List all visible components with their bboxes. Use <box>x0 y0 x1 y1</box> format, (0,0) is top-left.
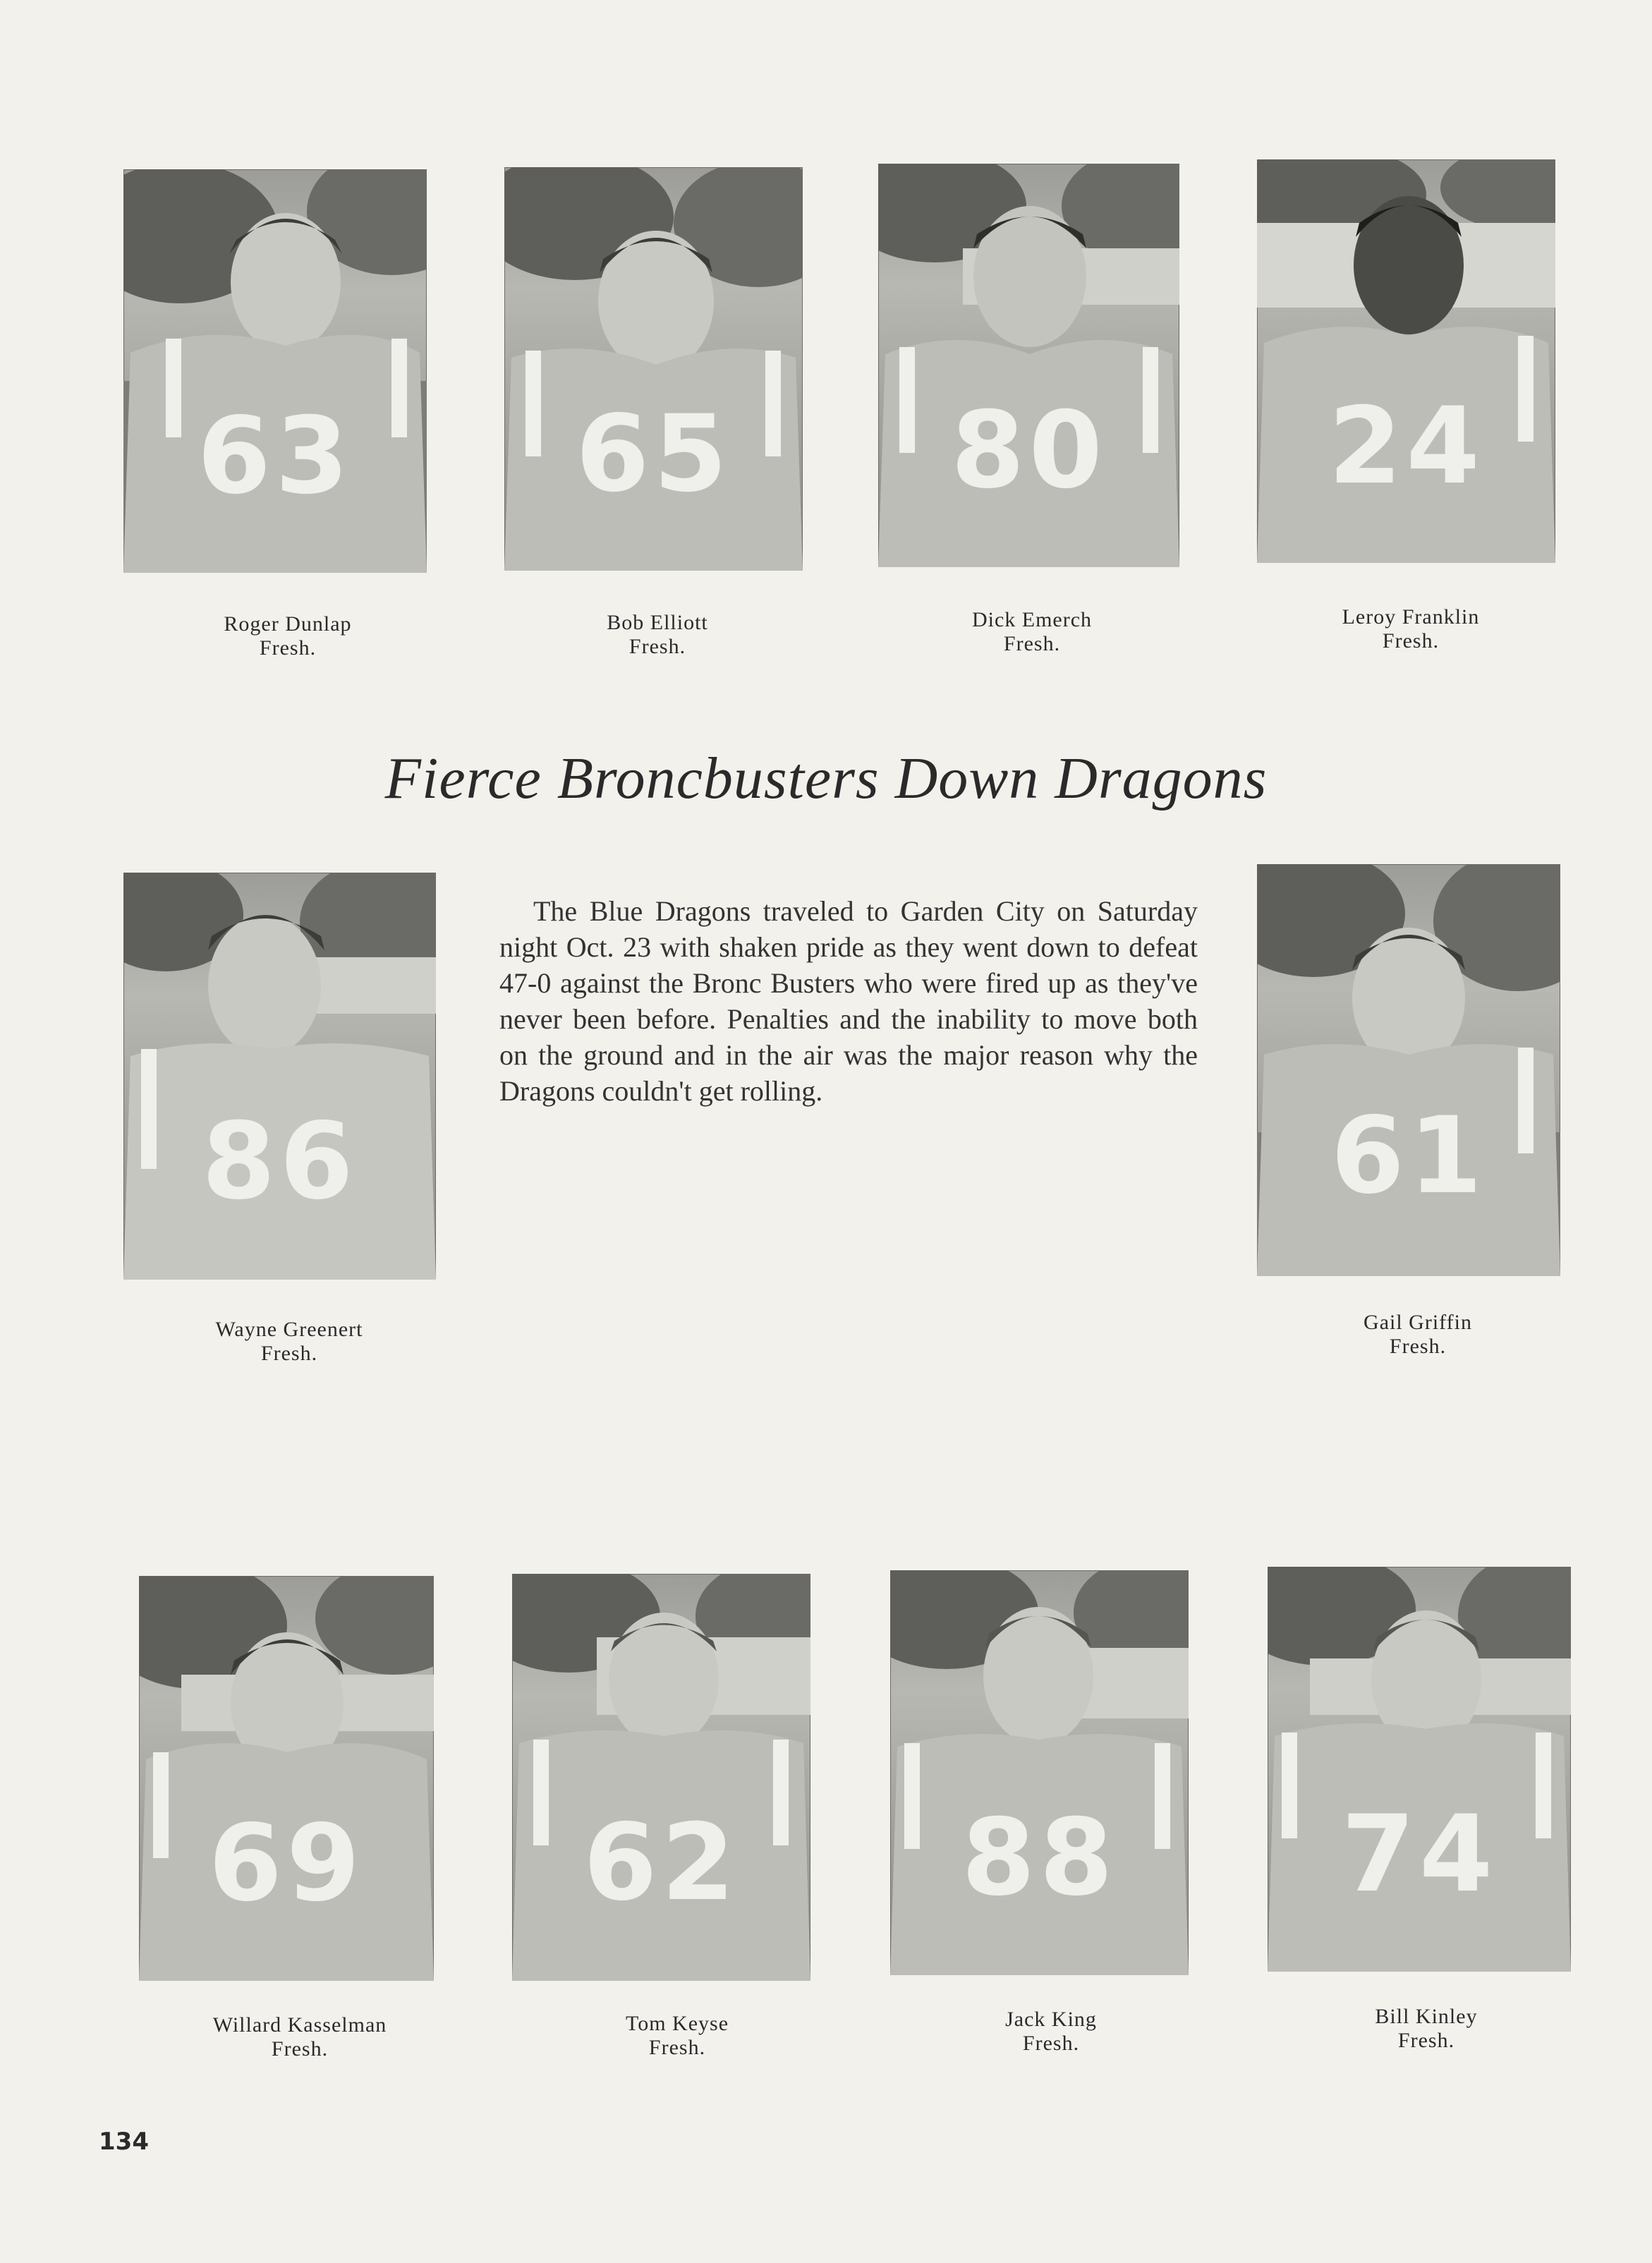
player-class: Fresh. <box>1022 2032 1080 2055</box>
player-caption <box>529 2012 825 2060</box>
player-caption <box>1278 2005 1574 2053</box>
jersey-number: 62 <box>583 1801 739 1924</box>
player-class: Fresh. <box>1382 629 1440 653</box>
player-name: Gail Griffin <box>1363 1311 1472 1334</box>
player-name: Dick Emerch <box>971 608 1093 631</box>
player-photo-elliott <box>504 167 803 571</box>
player-photo-kinley <box>1268 1567 1571 1972</box>
player-caption <box>1263 605 1559 653</box>
article-headline: Fierce Broncbusters Down Dragons <box>384 746 1268 811</box>
jersey-number: 86 <box>202 1100 358 1223</box>
jersey-number: 88 <box>961 1796 1117 1919</box>
jersey-number: 61 <box>1330 1094 1487 1218</box>
article-paragraph: The Blue Dragons traveled to Garden City on Saturday night Oct. 23 with shaken pride as they went down to defeat 47-0 against the Bronc Busters who were fired up as they've never been before. Penalties and the inability to move both on the ground and in the air was the major reason why the Dragons couldn't get rolling. <box>499 895 1198 1107</box>
player-photo-kasselman <box>139 1576 434 1981</box>
jersey-number: 65 <box>576 392 731 516</box>
player-photo-emerch <box>878 164 1179 567</box>
player-photo-franklin <box>1257 159 1555 563</box>
player-class: Fresh. <box>1397 2029 1455 2052</box>
jersey-number: 74 <box>1341 1792 1498 1916</box>
player-photo-greenert <box>123 873 436 1280</box>
jersey-number: 63 <box>197 394 353 518</box>
player-class: Fresh. <box>648 2036 706 2059</box>
player-caption <box>1270 1311 1566 1359</box>
player-photo-dunlap <box>123 169 427 573</box>
player-photo-keyse <box>512 1574 810 1981</box>
article-body <box>499 893 1198 1109</box>
player-name: Roger Dunlap <box>224 612 352 636</box>
player-class: Fresh. <box>1389 1335 1447 1358</box>
player-caption <box>509 611 806 659</box>
player-class: Fresh. <box>271 2037 329 2061</box>
player-caption <box>903 2008 1199 2056</box>
player-class: Fresh. <box>260 1342 318 1365</box>
player-name: Bill Kinley <box>1375 2005 1478 2028</box>
player-name: Jack King <box>1005 2008 1097 2031</box>
jersey-number: 24 <box>1328 384 1484 508</box>
player-caption <box>152 2013 448 2061</box>
jersey-number: 80 <box>951 389 1107 512</box>
player-name: Willard Kasselman <box>212 2013 387 2037</box>
player-class: Fresh. <box>628 635 686 658</box>
player-name: Bob Elliott <box>607 611 708 634</box>
player-class: Fresh. <box>1003 632 1061 655</box>
jersey-number: 69 <box>208 1802 365 1925</box>
player-caption <box>141 1318 437 1366</box>
player-caption <box>884 608 1180 656</box>
player-name: Tom Keyse <box>625 2012 729 2035</box>
player-class: Fresh. <box>259 636 317 660</box>
player-photo-king <box>890 1570 1189 1975</box>
page-number: 134 <box>99 2128 149 2156</box>
player-name: Wayne Greenert <box>215 1318 363 1341</box>
player-caption <box>140 612 436 660</box>
player-photo-griffin <box>1257 864 1560 1276</box>
player-name: Leroy Franklin <box>1342 605 1480 629</box>
